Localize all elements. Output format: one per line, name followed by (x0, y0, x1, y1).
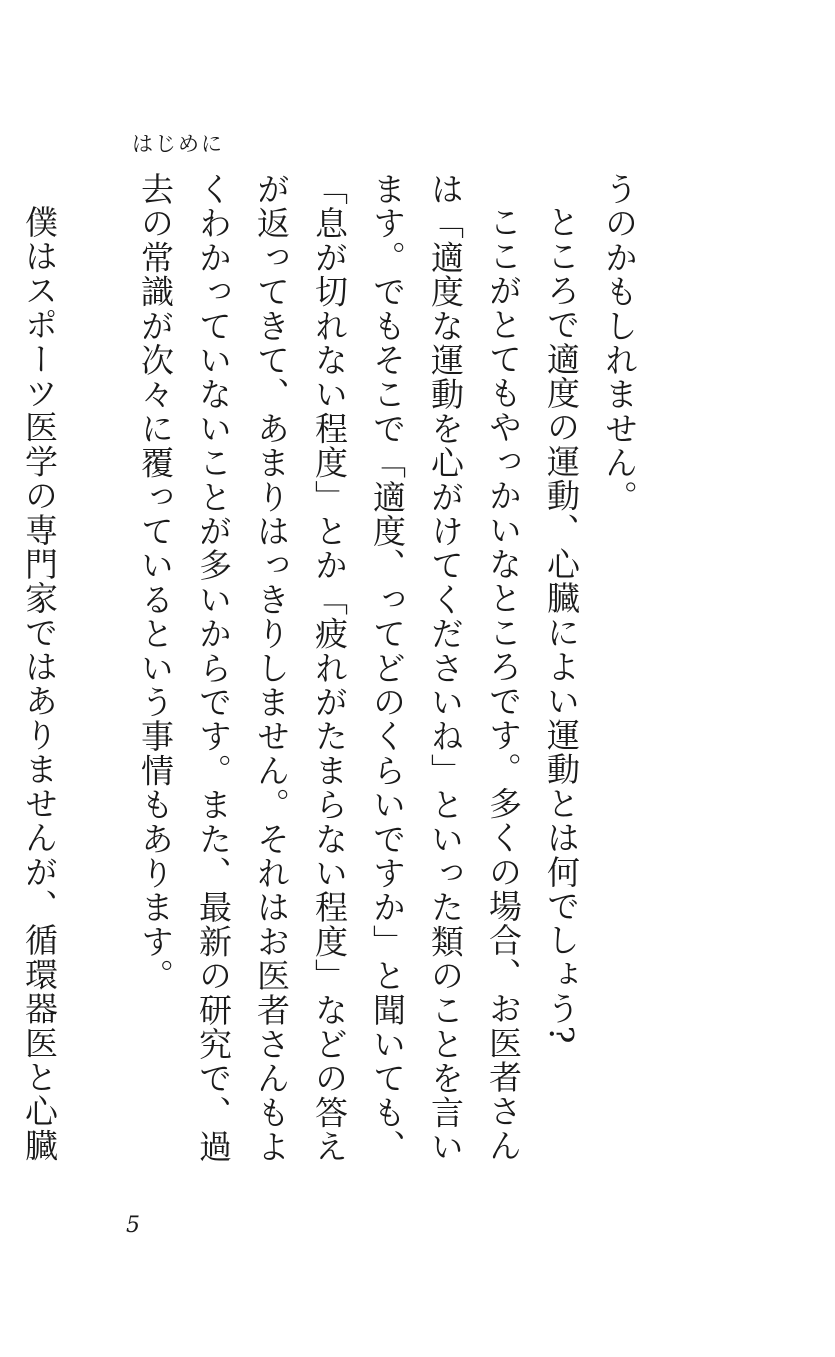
paragraph-3: ここがとてもやっかいなところです。多くの場合、お医者さんは「適度な運動を心がけてくださいね」といった類のことを言います。でもそこで「適度、ってどのくらいですか」と聞いても、「息が切れない程度」とか「疲れがたまらない程度」などの答えが返ってきて、あまりはっきりしません。それはお医者さんもよくわかっていないことが多いからです。また、最新の研究で、過去の常識が次々に覆っているという事情もあります。 (136, 172, 523, 1164)
running-head: はじめに (132, 132, 224, 156)
paragraph-1: うのかもしれません。 (600, 172, 639, 514)
body-text (20, 172, 648, 1172)
page-number: 5 (126, 1213, 140, 1238)
paragraph-4: 僕はスポーツ医学の専門家ではありませんが、循環器医と心臓 (20, 205, 59, 1163)
paragraph-2: ところで適度の運動、心臓によい運動とは何でしょう? (542, 205, 581, 1045)
